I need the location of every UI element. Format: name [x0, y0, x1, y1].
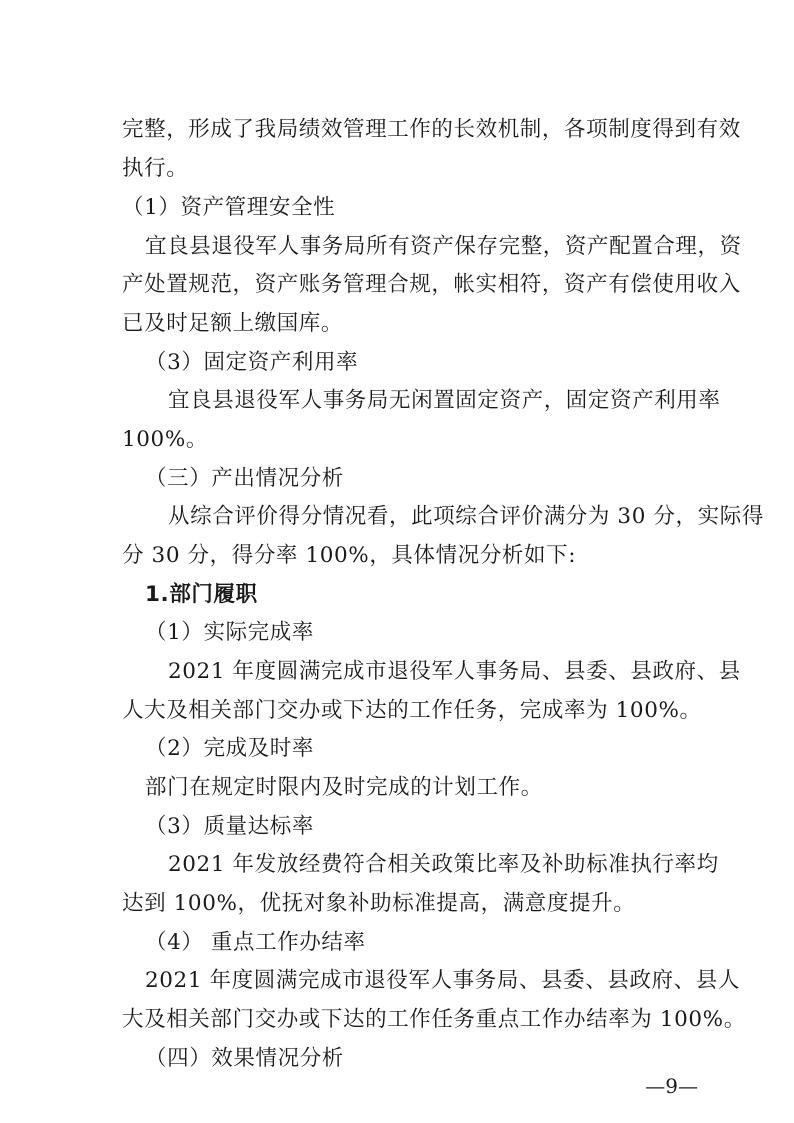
body-text-line: 100%。 — [122, 427, 208, 452]
body-text-line: 分 30 分，得分率 100%，具体情况分析如下: — [122, 543, 577, 568]
body-text-line: 大及相关部门交办或下达的工作任务重点工作办结率为 100%。 — [122, 1007, 746, 1032]
section-heading: （3）质量达标率 — [145, 814, 314, 839]
body-text-line: 产处置规范，资产账务管理合规，帐实相符，资产有偿使用收入 — [122, 272, 741, 297]
section-heading: （4） 重点工作办结率 — [145, 930, 366, 955]
body-text-line: 从综合评价得分情况看，此项综合评价满分为 30 分，实际得 — [168, 504, 764, 529]
section-heading: （1）实际完成率 — [145, 620, 314, 645]
section-heading: （四）效果情况分析 — [145, 1046, 344, 1071]
page-number: —9— — [645, 1074, 698, 1098]
body-text-line: 2021 年度圆满完成市退役军人事务局、县委、县政府、县 — [168, 659, 741, 684]
body-text-line: 执行。 — [122, 156, 189, 181]
section-heading: （三）产出情况分析 — [145, 466, 344, 491]
body-text-line: 完整，形成了我局绩效管理工作的长效机制，各项制度得到有效 — [122, 117, 741, 142]
subsection-heading: 1.部门履职 — [145, 582, 258, 607]
section-heading: （2）完成及时率 — [145, 736, 314, 761]
body-text-line: 2021 年发放经费符合相关政策比率及补助标准执行率均 — [168, 852, 719, 877]
body-text-line: 2021 年度圆满完成市退役军人事务局、县委、县政府、县人 — [145, 968, 740, 993]
body-text-line: 人大及相关部门交办或下达的工作任务，完成率为 100%。 — [122, 698, 702, 723]
body-text-line: 宜良县退役军人事务局所有资产保存完整，资产配置合理，资 — [145, 234, 742, 259]
section-heading: （3）固定资产利用率 — [145, 350, 359, 375]
section-heading: （1）资产管理安全性 — [122, 195, 336, 220]
body-text-line: 部门在规定时限内及时完成的计划工作。 — [145, 775, 543, 800]
body-text-line: 已及时足额上缴国库。 — [122, 311, 344, 336]
body-text-line: 宜良县退役军人事务局无闲置固定资产，固定资产利用率 — [168, 388, 721, 413]
body-text-line: 达到 100%，优抚对象补助标准提高，满意度提升。 — [122, 891, 636, 916]
